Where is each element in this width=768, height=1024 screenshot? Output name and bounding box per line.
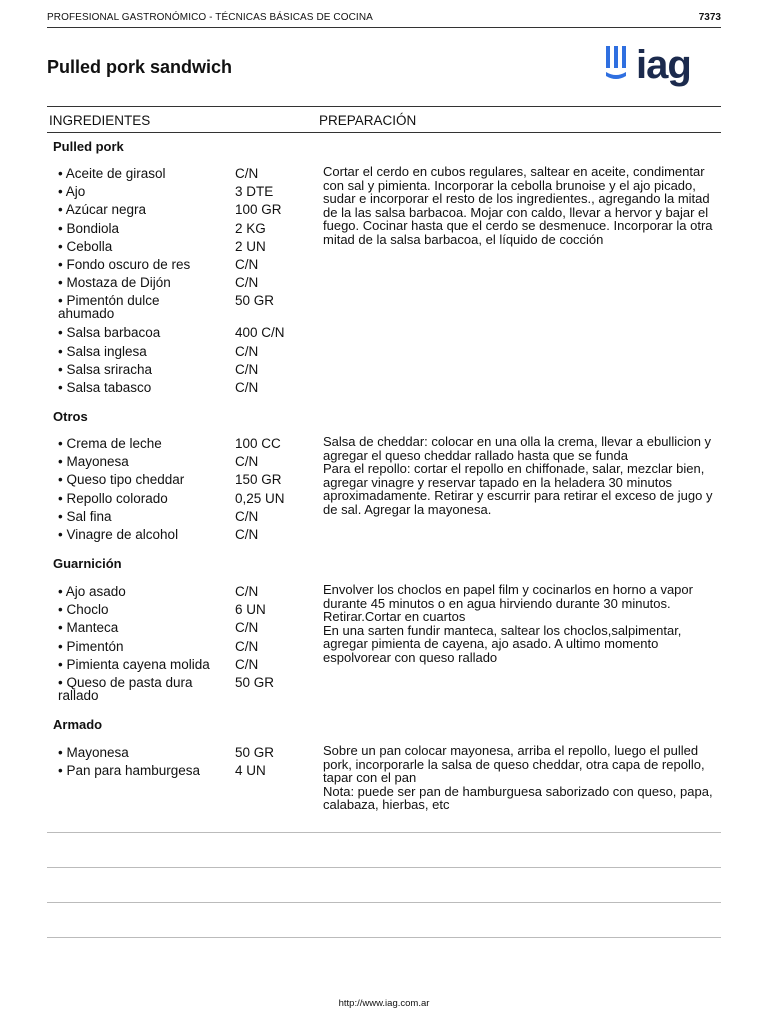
ingredient-name: • Mayonesa <box>58 454 129 470</box>
list-item <box>58 437 308 455</box>
list-item <box>58 585 308 603</box>
footer-url: http://www.iag.com.ar <box>338 998 430 1009</box>
list-item <box>58 528 308 546</box>
ingredient-name: • Salsa barbacoa <box>58 325 161 341</box>
list-item <box>58 455 308 473</box>
ingredient-list-otros <box>58 437 308 546</box>
ingredient-name: • Vinagre de alcohol <box>58 526 179 542</box>
ingredient-name: • Aceite de girasol <box>58 166 166 181</box>
list-item <box>58 640 308 658</box>
ingredient-name: • Bondiola <box>58 220 120 236</box>
list-item <box>58 764 308 782</box>
ingredient-qty: 50 GR <box>235 293 275 309</box>
ingredient-name: • Repollo colorado <box>58 490 168 506</box>
divider <box>47 937 721 938</box>
list-item <box>58 167 308 185</box>
preparation-header: PREPARACIÓN <box>319 113 417 128</box>
list-item <box>58 603 308 621</box>
list-item <box>58 185 308 203</box>
ingredient-name: • Sal fina <box>58 508 112 524</box>
ingredient-qty: C/N <box>235 343 259 359</box>
list-item <box>58 473 308 491</box>
page-header <box>47 11 721 28</box>
list-item <box>58 658 308 676</box>
ingredient-qty: 100 CC <box>235 436 281 451</box>
iag-logo <box>606 44 706 90</box>
header-page-code: 7373 <box>698 12 721 23</box>
ingredient-list-pulled-pork <box>58 167 308 399</box>
ingredient-qty: C/N <box>235 275 259 291</box>
list-item <box>58 510 308 528</box>
preparation-text-armado: Sobre un pan colocar mayonesa, arriba el repollo, luego el pulled pork, incorporarle la salsa de queso cheddar, otra capa de repollo, tapar con el pan Nota: puede ser pan de hamburguesa saborizado con queso, papa, calabaza, hierbas, etc <box>323 743 713 812</box>
section-title-pulled-pork: Pulled pork <box>53 139 124 154</box>
list-item <box>58 345 308 363</box>
list-item <box>58 276 308 294</box>
ingredient-qty: 2 KG <box>235 220 266 236</box>
divider <box>47 867 721 868</box>
ingredient-name: • Mayonesa <box>58 745 129 760</box>
ingredient-name: • Cebolla <box>58 238 113 254</box>
ingredient-qty: 0,25 UN <box>235 490 285 506</box>
ingredient-name: • Mostaza de Dijón <box>58 275 171 291</box>
preparation-text-pulled-pork: Cortar el cerdo en cubos regulares, saltear en aceite, condimentar con sal y pimienta. Incorporar la cebolla brunoise y el ajo picado, sudar e incorporar el resto de los ingredientes., agregando la mitad de la las salsa barbacoa. Mojar con caldo, llevar a hervor y bajar el fuego. Cocinar hasta que el cerdo se desmenuce. Incorporar la otra mitad de la salsa barbacoa, el líquido de cocción <box>323 164 717 247</box>
ingredients-header: INGREDIENTES <box>49 113 151 128</box>
ingredient-qty: 2 UN <box>235 238 266 254</box>
list-item <box>58 203 308 221</box>
list-item <box>58 258 308 276</box>
ingredient-qty: 400 C/N <box>235 325 285 341</box>
ingredient-qty: C/N <box>235 454 259 470</box>
ingredient-qty: C/N <box>235 620 259 636</box>
list-item <box>58 326 308 344</box>
ingredient-name: • Choclo <box>58 602 109 618</box>
ingredient-name: • Pimentón <box>58 638 124 654</box>
ingredient-name: • Crema de leche <box>58 436 162 451</box>
ingredient-list-armado <box>58 746 308 782</box>
ingredient-qty: C/N <box>235 361 259 377</box>
ingredient-qty: 50 GR <box>235 674 275 690</box>
list-item <box>58 746 308 764</box>
list-item <box>58 676 308 708</box>
ingredient-name: • Salsa tabasco <box>58 379 152 395</box>
ingredient-qty: 3 DTE <box>235 184 274 200</box>
list-item <box>58 621 308 639</box>
ingredient-list-guarnicion <box>58 585 308 708</box>
section-title-otros: Otros <box>53 409 88 424</box>
ingredient-name: • Salsa sriracha <box>58 361 153 377</box>
ingredient-name: • Queso tipo cheddar <box>58 472 185 488</box>
ingredient-name: • Azúcar negra <box>58 202 147 218</box>
list-item <box>58 240 308 258</box>
ingredient-qty: 150 GR <box>235 472 282 488</box>
ingredient-qty: C/N <box>235 584 259 599</box>
ingredient-qty: C/N <box>235 166 259 181</box>
list-item <box>58 363 308 381</box>
ingredient-qty: C/N <box>235 256 259 272</box>
iag-logo-text: iag <box>636 43 691 87</box>
ingredient-qty: 50 GR <box>235 745 275 760</box>
ingredient-name: • Ajo <box>58 184 86 200</box>
ingredient-name: • Pimienta cayena molida <box>58 656 210 672</box>
divider <box>47 832 721 833</box>
ingredient-qty: C/N <box>235 656 259 672</box>
ingredient-name: • Pan para hamburgesa <box>58 763 201 779</box>
header-course-title: PROFESIONAL GASTRONÓMICO - TÉCNICAS BÁSICAS DE COCINA <box>47 12 373 23</box>
iag-logo-mark-icon <box>606 46 634 80</box>
preparation-text-guarnicion: Envolver los choclos en papel film y cocinarlos en horno a vapor durante 45 minutos o en agua hirviendo durante 30 minutos. Retirar.Cortar en cuartos En una sarten fundir manteca, saltear los choclos,salpimentar, agregar pimienta de cayena, ajo asado. A ultimo momento espolvorear con queso rallado <box>323 582 693 665</box>
section-title-guarnicion: Guarnición <box>53 556 122 571</box>
divider <box>47 902 721 903</box>
column-headers <box>47 106 721 133</box>
list-item <box>58 294 308 326</box>
ingredient-name: • Pimentón dulce ahumado <box>58 293 160 322</box>
ingredient-qty: 4 UN <box>235 763 266 779</box>
ingredient-qty: C/N <box>235 508 259 524</box>
list-item <box>58 492 308 510</box>
ingredient-name: • Queso de pasta dura rallado <box>58 674 193 703</box>
ingredient-qty: C/N <box>235 638 259 654</box>
ingredient-qty: C/N <box>235 379 259 395</box>
list-item <box>58 222 308 240</box>
ingredient-qty: C/N <box>235 526 259 542</box>
ingredient-name: • Manteca <box>58 620 119 636</box>
ingredient-name: • Ajo asado <box>58 584 126 599</box>
preparation-text-otros: Salsa de cheddar: colocar en una olla la crema, llevar a ebullicion y agregar el queso cheddar rallado hasta que se funda Para el repollo: cortar el repollo en chiffonade, salar, mezclar bien, agregar vinagre y reservar tapado en la heladera 30 minutos aproximadamente. Retirar y escurrir para retirar el exceso de jugo y de sal. Agregar la mayonesa. <box>323 434 713 517</box>
ingredient-name: • Fondo oscuro de res <box>58 256 191 272</box>
list-item <box>58 381 308 399</box>
recipe-title: Pulled pork sandwich <box>47 57 233 77</box>
ingredient-qty: 6 UN <box>235 602 266 618</box>
ingredient-name: • Salsa inglesa <box>58 343 147 359</box>
ingredient-qty: 100 GR <box>235 202 282 218</box>
section-title-armado: Armado <box>53 717 103 732</box>
